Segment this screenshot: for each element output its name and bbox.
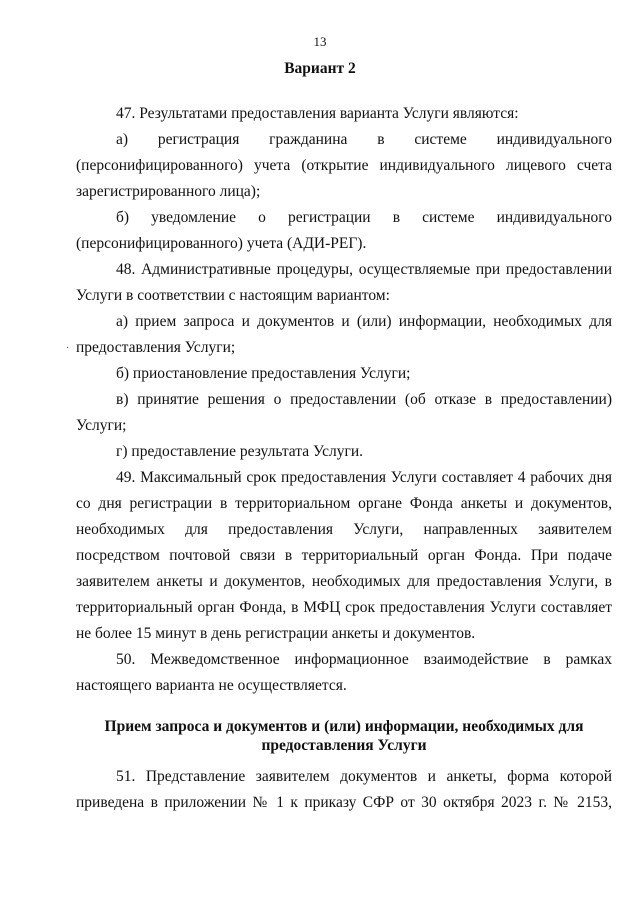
paragraph-48a: а) прием запроса и документов и (или) информации, необходимых для предоставления Услуги;	[76, 313, 612, 356]
paragraph-48: 48. Административные процедуры, осуществляемые при предоставлении Услуги в соответствии с настоящим вариантом:	[76, 261, 612, 304]
paragraph-47b: б) уведомление о регистрации в системе индивидуального (персонифицированного) учета (АДИ-РЕГ).	[76, 209, 612, 252]
paragraph-50: 50. Межведомственное информационное взаимодействие в рамках настоящего варианта не осуществляется.	[76, 651, 612, 694]
paragraph-51: 51. Представление заявителем документов и анкеты, форма которой приведена в приложении № 1 к приказу СФР от 30 октября 2023 г. № 2153,	[76, 768, 612, 811]
page-number: 13	[313, 34, 327, 49]
paragraph-48d: г) предоставление результата Услуги.	[116, 443, 363, 460]
section-heading: Прием запроса и документов и (или) информации, необходимых для предоставления Услуги	[104, 718, 584, 754]
paragraph-49: 49. Максимальный срок предоставления Услуги составляет 4 рабочих дня со дня регистрации в территориальном органе Фонда анкеты и документов, необходимых для предоставления Услуги, направленных заявителем посредством почтовой связи в территориальный орган Фонда. При подаче заявителем анкеты и документов, необходимых для предоставления Услуги, в территориальный орган Фонда, в МФЦ срок предоставления Услуги составляет не более 15 минут в день регистрации анкеты и документов.	[76, 469, 612, 642]
paragraph-47: 47. Результатами предоставления варианта Услуги являются:	[116, 105, 519, 122]
margin-mark: ·	[66, 343, 70, 354]
paragraph-48b: б) приостановление предоставления Услуги;	[116, 365, 411, 382]
paragraph-47a: а) регистрация гражданина в системе индивидуального (персонифицированного) учета (открытие индивидуального лицевого счета зарегистрированного лица);	[76, 131, 612, 200]
variant-heading: Вариант 2	[284, 60, 356, 77]
paragraph-48c: в) принятие решения о предоставлении (об отказе в предоставлении) Услуги;	[76, 391, 612, 434]
